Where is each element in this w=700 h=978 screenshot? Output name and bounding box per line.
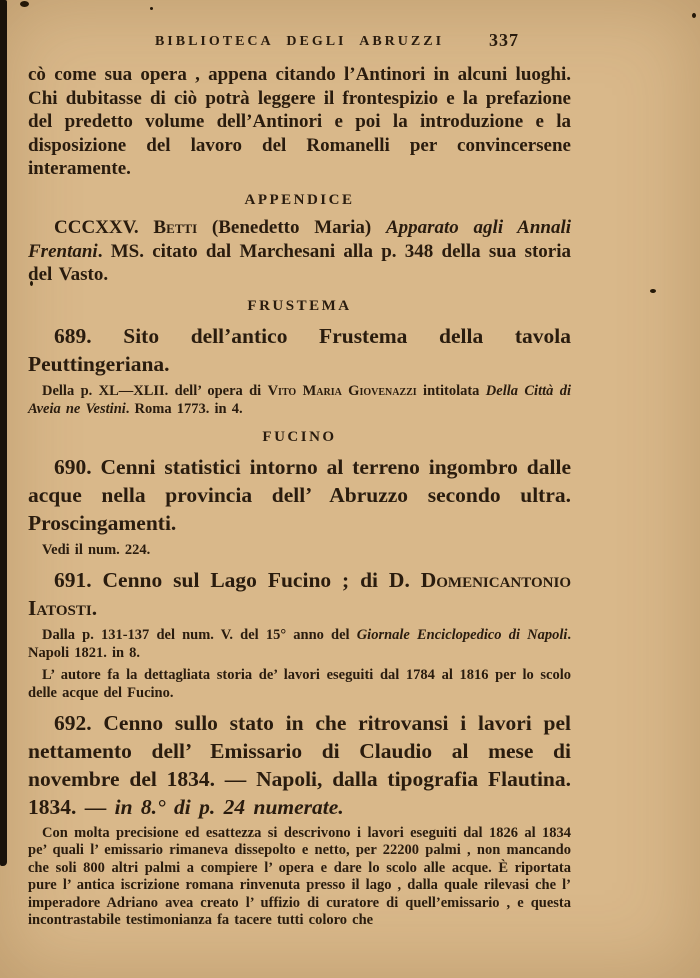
note-689-imprint: . Roma 1773. in 4. xyxy=(125,400,243,417)
note-689 xyxy=(28,382,571,418)
page-number: 337 xyxy=(489,30,519,50)
entry-cccxxv xyxy=(28,216,571,287)
entry-cccxxv-number: CCCXXV. xyxy=(54,216,154,238)
entry-690: 690. Cenni statistici intorno al terreno ingombro dalle acque nella provincia dell’ Abruzzo secondo ultra. Proscingamenti. xyxy=(28,454,571,535)
entry-691-text: 691. Cenno sul Lago Fucino ; di D. xyxy=(54,567,421,592)
note-691 xyxy=(28,626,571,662)
entry-689: 689. Sito dell’antico Frustema della tavola Peuttingeriana. xyxy=(28,323,571,376)
note-691-reference: Dalla p. 131-137 del num. V. del 15° anno del xyxy=(42,626,357,643)
scan-speck xyxy=(150,7,153,10)
scan-edge-artifact xyxy=(0,0,7,866)
note-689-linkword: intitolata xyxy=(416,382,486,399)
page-header xyxy=(28,30,571,54)
section-heading-fucino: FUCINO xyxy=(262,428,337,445)
note-689-author: Vito Maria Giovenazzi xyxy=(267,382,417,399)
section-heading-frustema: FRUSTEMA xyxy=(247,297,352,314)
scan-speck xyxy=(650,289,656,293)
entry-692-text: 692. Cenno sullo stato in che ritrovansi i lavori pel nettamento dell’ Emissario di Claudio al mese di novembre del 1834. — Napoli, dalla tipografia Flautina. 1834. — xyxy=(28,710,571,819)
entry-692-format: in 8.° di p. 24 numerate. xyxy=(114,794,344,819)
running-title: BIBLIOTECA DEGLI ABRUZZI xyxy=(154,34,445,49)
note-689-title: Della Città di Aveia ne Vestini xyxy=(28,382,572,417)
section-heading-appendice: APPENDICE xyxy=(244,191,355,208)
note-690: Vedi il num. 224. xyxy=(42,541,151,558)
entry-cccxxv-title: Apparato agli Annali Frentani xyxy=(28,216,572,262)
entry-691-author: Domenicantonio Iatosti xyxy=(28,567,571,620)
entry-692 xyxy=(28,709,571,821)
note-692-annotation: Con molta precisione ed esattezza si descrivono i lavori eseguiti dal 1826 al 1834 pe’ quali l’ emissario rimaneva dissepolto e netto, per 22200 palmi , non mancando che soli 800 altri palmi a compiere l’ opera e dare lo scolo alle acque. È riportata pure l’ antica iscrizione romana rinvenuta presso il lago , dalla quale rilevasi che l’ imperadore Adriano avea creato l’ uffizio di curatore di quell’emissario , e questa incontrastabile testimonianza fa tacere tutti coloro che xyxy=(28,824,571,929)
note-689-reference: Della p. XL—XLII. dell’ opera di xyxy=(42,382,268,399)
text-column xyxy=(28,30,571,930)
note-691-annotation: L’ autore fa la dettagliata storia de’ lavori eseguiti dal 1784 al 1816 per lo scolo delle acque del Fucino. xyxy=(28,666,571,701)
entry-691 xyxy=(28,566,571,622)
entry-cccxxv-author: Betti xyxy=(153,216,198,238)
note-691-imprint: . Napoli 1821. in 8. xyxy=(28,626,572,661)
scan-speck xyxy=(692,13,696,18)
entry-691-period: . xyxy=(91,595,98,620)
intro-paragraph: cò come sua opera , appena citando l’Antinori in alcuni luoghi. Chi dubitasse di ciò potrà leggere il frontespizio e la prefazione del predetto volume dell’Antinori e poi la introduzione e la disposizione del lavoro del Romanelli per convincersene interamente. xyxy=(28,64,571,180)
entry-cccxxv-author-fullname: (Benedetto Maria) xyxy=(197,216,386,238)
scan-speck xyxy=(20,1,29,7)
entry-cccxxv-citation: . MS. citato dal Marchesani alla p. 348 della sua storia del Vasto. xyxy=(28,240,571,286)
note-691-journal-title: Giornale Enciclopedico di Napoli xyxy=(356,626,568,643)
